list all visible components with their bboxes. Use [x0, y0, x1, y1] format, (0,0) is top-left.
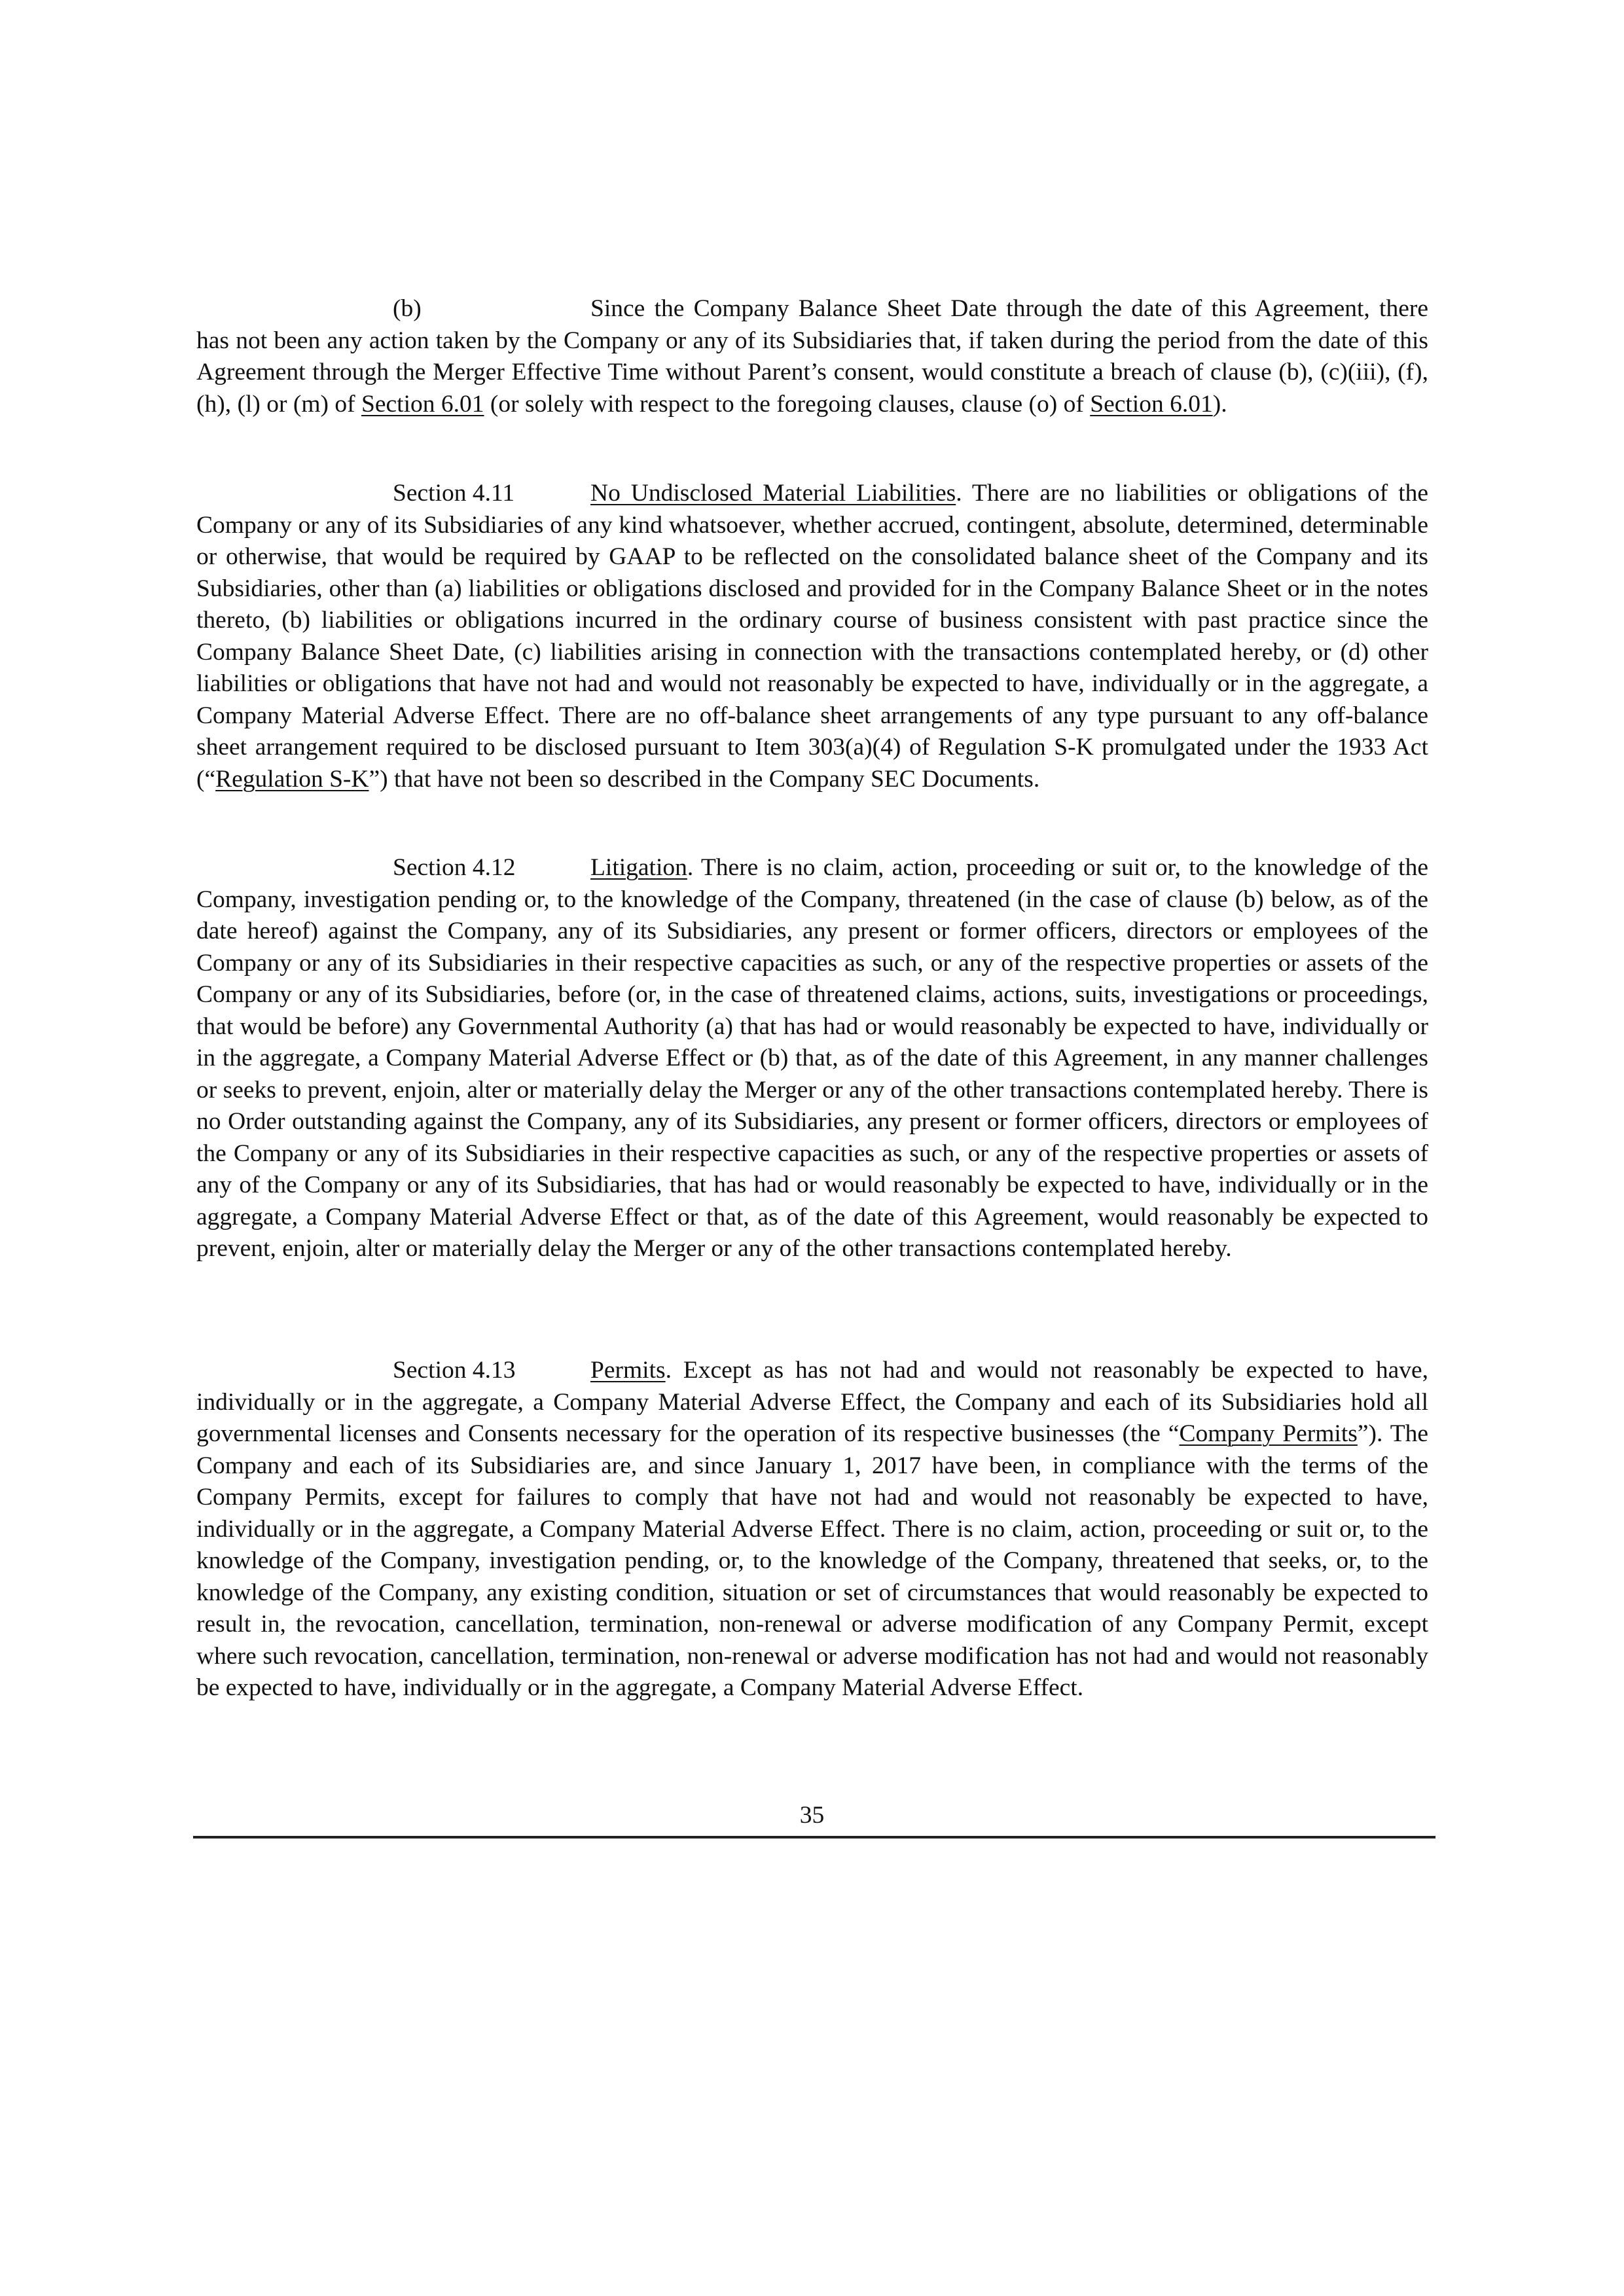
section-text: . There are no liabilities or obligations of the Company or any of its Subsidiaries of any kind whatsoever, whether accrued, contingent, absolute, determined, determinable or otherwise, that would be required by GAAP to be reflected on the consolidated balance sheet of the Company and its Subsidiaries, other than (a) liabilities or obligations disclosed and provided for in the Company Balance Sheet or in the notes thereto, (b) liabilities or obligations incurred in the ordinary course of business consistent with past practice since the Company Balance Sheet Date, (c) liabilities arising in connection with the transactions contemplated hereby, or (d) other liabilities or obligations that have not had and would not reasonably be expected to have, individually or in the aggregate, a Company Material Adverse Effect. There are no off-balance sheet arrangements of any type pursuant to any off-balance sheet arrangement required to be disclosed pursuant to Item 303(a)(4) of Regulation S-K promulgated under the 1933 Act (“	[196, 480, 1429, 793]
section-number: Section 4.11	[393, 480, 515, 507]
section-number: Section 4.13	[393, 1357, 516, 1384]
defined-term: Regulation S-K	[215, 765, 369, 793]
section-heading: No Undisclosed Material Liabilities	[590, 480, 956, 507]
section-4-13	[196, 1355, 1428, 1704]
section-number: Section 4.12	[393, 854, 516, 881]
paragraph-b	[196, 293, 1428, 420]
paragraph-number: (b)	[393, 295, 422, 322]
paragraph-text-continued: (or solely with respect to the foregoing clauses, clause (o) of	[484, 390, 1091, 418]
section-4-11	[196, 478, 1428, 795]
page-number: 35	[799, 1802, 825, 1829]
section-4-12	[196, 852, 1428, 1265]
section-text-end: ”) that have not been so described in the Company SEC Documents.	[369, 765, 1040, 793]
section-reference-link: Section 6.01	[1090, 390, 1213, 418]
paragraph-text-end: ).	[1212, 390, 1227, 418]
section-heading: Litigation	[590, 854, 687, 881]
defined-term: Company Permits	[1179, 1420, 1358, 1447]
section-reference-link: Section 6.01	[361, 390, 484, 418]
section-heading: Permits	[590, 1357, 666, 1384]
section-text: . Except as has not had and would not reasonably be expected to have, individually or in the aggregate, a Company Material Adverse Effect, the Company and each of its Subsidiaries hold all governmental licenses and Consents necessary for the operation of its respective businesses (the “	[196, 1357, 1428, 1447]
section-text: . There is no claim, action, proceeding or suit or, to the knowledge of the Company, investigation pending or, to the knowledge of the Company, threatened (in the case of clause (b) below, as of the date hereof) against the Company, any of its Subsidiaries, any present or former officers, directors or employees of the Company or any of its Subsidiaries in their respective capacities as such, or any of the respective properties or assets of the Company or any of its Subsidiaries, before (or, in the case of threatened claims, actions, suits, investigations or proceedings, that would be before) any Governmental Authority (a) that has had or would reasonably be expected to have, individually or in the aggregate, a Company Material Adverse Effect or (b) that, as of the date of this Agreement, in any manner challenges or seeks to prevent, enjoin, alter or materially delay the Merger or any of the other transactions contemplated hereby. There is no Order outstanding against the Company, any of its Subsidiaries, any present or former officers, directors or employees of the Company or any of its Subsidiaries in their respective capacities as such, or any of the respective properties or assets of any of the Company or any of its Subsidiaries, that has had or would reasonably be expected to have, individually or in the aggregate, a Company Material Adverse Effect or that, as of the date of this Agreement, would reasonably be expected to prevent, enjoin, alter or materially delay the Merger or any of the other transactions contemplated hereby.	[196, 854, 1428, 1262]
footer-divider	[193, 1836, 1435, 1839]
paragraph-text: Since the Company Balance Sheet Date through the date of this Agreement, there has not been any action taken by the Company or any of its Subsidiaries that, if taken during the period from the date of this Agreement through the Merger Effective Time without Parent’s consent, would constitute a breach of clause (b), (c)(iii), (f), (h), (l) or (m) of	[196, 295, 1428, 418]
section-text-end: ”). The Company and each of its Subsidiaries are, and since January 1, 2017 have been, in compliance with the terms of the Company Permits, except for failures to comply that have not had and would not reasonably be expected to have, individually or in the aggregate, a Company Material Adverse Effect. There is no claim, action, proceeding or suit or, to the knowledge of the Company, investigation pending, or, to the knowledge of the Company, threatened that seeks, or, to the knowledge of the Company, any existing condition, situation or set of circumstances that would reasonably be expected to result in, the revocation, cancellation, termination, non-renewal or adverse modification of any Company Permit, except where such revocation, cancellation, termination, non-renewal or adverse modification has not had and would not reasonably be expected to have, individually or in the aggregate, a Company Material Adverse Effect.	[196, 1420, 1428, 1701]
